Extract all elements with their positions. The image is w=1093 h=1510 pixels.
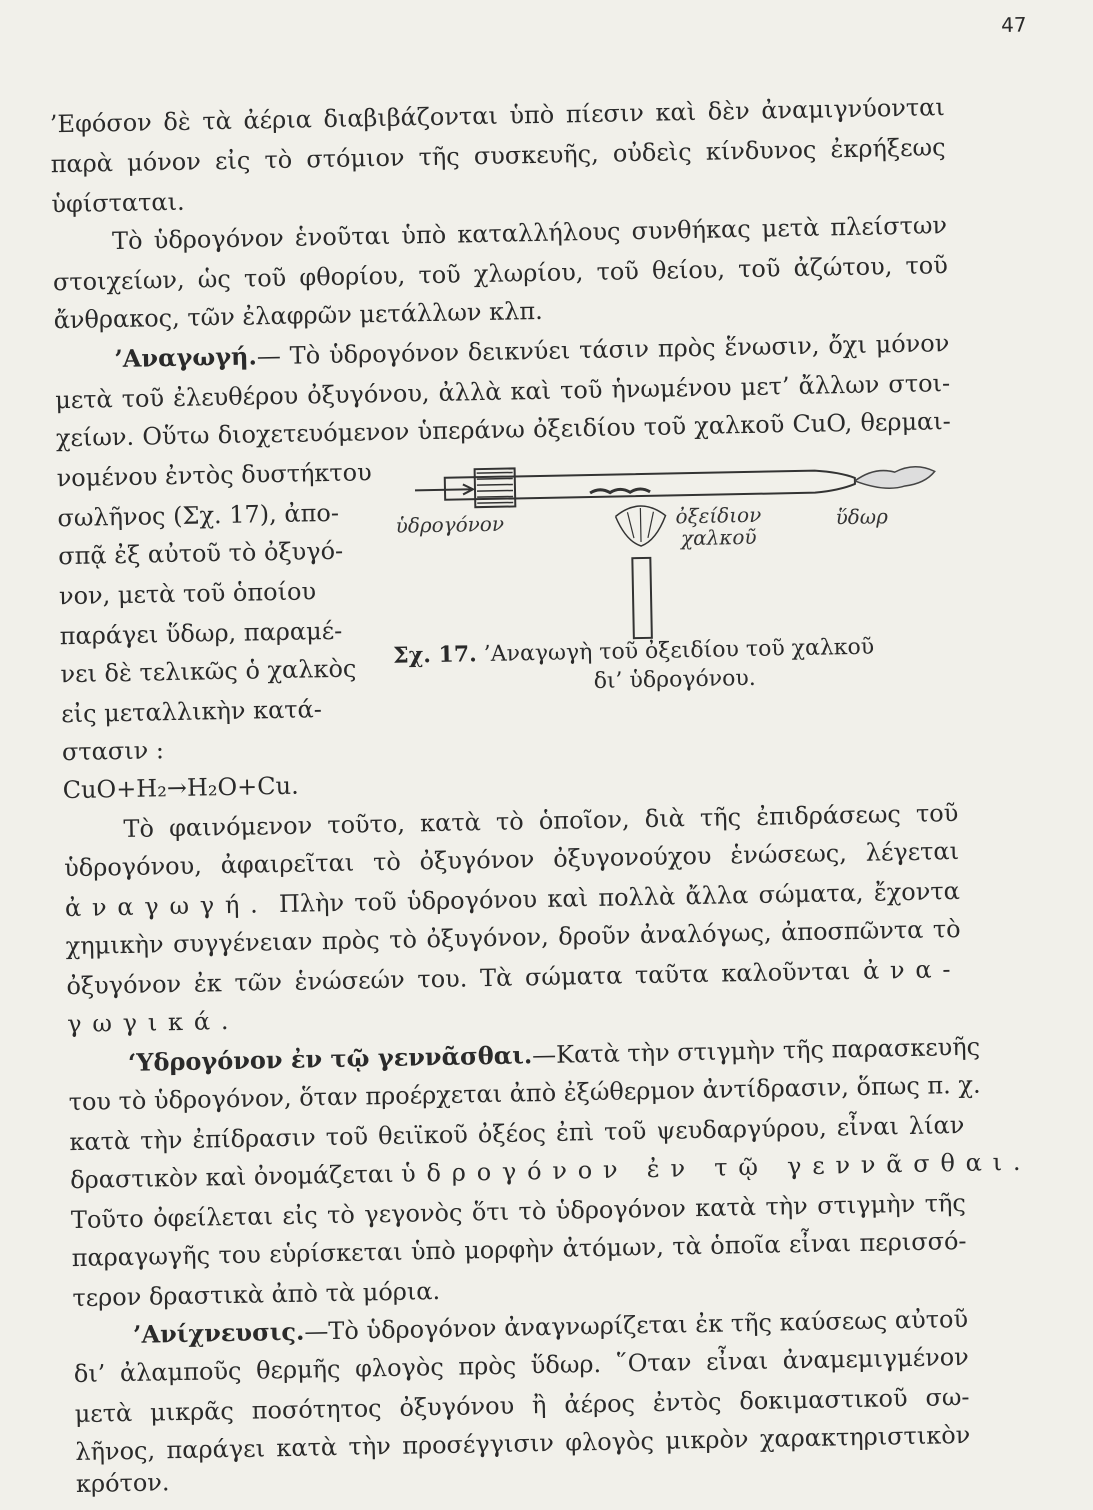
stopper [475, 468, 516, 507]
text-line: στοιχείων, ὡς τοῦ φθορίου, τοῦ χλωρίου, τοῦ θείου, τοῦ ἀζώτου, τοῦ [52, 251, 949, 297]
spaced-term: ἀναγωγή. [64, 890, 269, 923]
spaced-term: ἀνα- [862, 954, 962, 985]
label-copper: χαλκοῦ [680, 524, 757, 551]
text-line: λῆνος, παράγει κατὰ τὴν προσέγγισιν φλογὸς μικρὸν χαρακτηριστικὸν [75, 1420, 971, 1467]
section-reduction-first-line [54, 328, 949, 375]
text-line: ’Εφόσον δὲ τὰ ἀέρια διαβιβάζονται ὑπὸ πίεσιν καὶ δὲν ἀναμιγνύονται [49, 93, 946, 139]
text-line: σπᾷ ἐξ αὐτοῦ τὸ ὀξυγό- [57, 536, 344, 571]
label-water: ὕδωρ [835, 504, 889, 530]
text-line: παρὰ μόνον εἰς τὸ στόμιον τῆς συσκευῆς, οὐδεὶς κίνδυνος ἐκρήξεως [50, 133, 946, 179]
text-line: δι’ ἀλαμποῦς θερμῆς φλογὸς πρὸς ὕδωρ. ῞Οταν εἶναι ἀναμεμιγμένον [73, 1342, 969, 1389]
text-line: του τὸ ὑδρογόνον, ὅταν προέρχεται ἀπὸ ἐξώθερμον ἀντίδρασιν, ὅπως π. χ. [68, 1070, 981, 1117]
section-heading-reduction: ’Αναγωγή. [114, 341, 258, 374]
text-span: Πλὴν τοῦ ὑδρογόνου καὶ πολλὰ ἄλλα σώματα, ἔχοντα [278, 876, 961, 919]
text-line: χείων. Οὕτω διοχετευόμενον ὑπεράνω ὀξειδίου τοῦ χαλκοῦ CuO, θερμαι- [55, 407, 952, 453]
flame-lines [627, 508, 654, 542]
figure-caption-label: Σχ. 17. [392, 641, 478, 669]
text-line: εἰς μεταλλικὴν κατά- [60, 695, 323, 729]
text-span: — Τὸ ὑδρογόνον δεικνύει τάσιν πρὸς ἕνωσιν, ὄχι μόνον [256, 329, 950, 371]
text-line-with-spaced-term [69, 1147, 1032, 1195]
figure-reduction-apparatus [384, 440, 958, 661]
text-span: —Τὸ ὑδρογόνον ἀναγνωρίζεται ἐκ τῆς καύσεως αὐτοῦ [304, 1304, 969, 1346]
text-line: νον, μετὰ τοῦ ὁποίου [58, 577, 317, 611]
water-vapor [855, 466, 935, 489]
text-line: μετὰ μικρᾶς ποσότητος ὀξυγόνου ἢ ἀέρος ἐντὸς δοκιμαστικοῦ σω- [74, 1382, 970, 1429]
text-span: δραστικὸν καὶ ὀνομάζεται [69, 1159, 394, 1195]
figure-caption-line2: δι’ ὑδρογόνου. [593, 665, 756, 694]
text-line: χημικὴν συγγένειαν πρὸς τὸ ὀξυγόνον, δροῦν ἀναλόγως, ἀποσπῶντα τὸ [65, 914, 961, 961]
text-line: νομένου ἐντὸς δυστήκτου [56, 458, 372, 493]
section-heading-detection: ’Ανίχνευσις. [132, 1316, 305, 1349]
text-line: παράγει ὕδωρ, παραμέ- [59, 616, 343, 651]
text-line: στασιν : [61, 736, 165, 767]
text-line: σωλῆνος (Σχ. 17), ἀπο- [57, 498, 340, 533]
text-line: Τὸ ὑδρογόνον ἑνοῦται ὑπὸ καταλλήλους συνθήκας μετὰ πλείστων [111, 211, 948, 256]
text-line: Τοῦτο ὀφείλεται εἰς τὸ γεγονὸς ὅτι τὸ ὑδρογόνον κατὰ τὴν στιγμὴν τῆς [70, 1188, 967, 1235]
spaced-term: γωγικά. [66, 1006, 240, 1039]
copper-oxide-sample [590, 489, 650, 493]
chemical-formula: CuO+H₂→H₂O+Cu. [62, 771, 299, 805]
label-copper-oxide: ὀξείδιον [675, 502, 762, 529]
text-line: κατὰ τὴν ἐπίδρασιν τοῦ θειϊκοῦ ὀξέος ἐπὶ τοῦ ψευδαργύρου, εἶναι λίαν [69, 1110, 965, 1157]
text-span: ὀξυγόνον ἐκ τῶν ἑνώσεών του. Τὰ σώματα ταῦτα καλοῦνται [66, 957, 851, 1001]
text-line: Τὸ φαινόμενον τοῦτο, κατὰ τὸ ὁποῖον, διὰ τῆς ἐπιδράσεως τοῦ [123, 798, 959, 844]
text-span: —Κατὰ τὴν στιγμὴν τῆς παρασκευῆς [531, 1032, 981, 1070]
text-line: ὑδρογόνου, ἀφαιρεῖται τὸ ὀξυγόνον ὀξυγονούχου ἑνώσεως, λέγεται [63, 836, 960, 883]
text-line: νει δὲ τελικῶς ὁ χαλκὸς [60, 654, 357, 689]
burner [632, 558, 652, 638]
section-heading-nascent: ‘Υδρογόνον ἐν τῷ γεννᾶσθαι. [127, 1040, 533, 1077]
text-line: μετὰ τοῦ ἐλευθέρου ὀξυγόνου, ἀλλὰ καὶ τοῦ ἡνωμένου μετ’ ἄλλων στοι- [54, 369, 951, 415]
text-line: παραγωγῆς του εὑρίσκεται ὑπὸ μορφὴν ἀτόμων, τὰ ὁποῖα εἶναι περισσό- [71, 1226, 967, 1273]
text-line: κρότον. [75, 1468, 170, 1499]
figure-caption-text: ’Αναγωγὴ τοῦ ὀξειδίου τοῦ χαλκοῦ [483, 634, 875, 668]
spaced-term: ὑδρογόνον ἐν τῷ γεννᾶσθαι. [400, 1147, 1032, 1188]
text-line: τερον δραστικὰ ἀπὸ τὰ μόρια. [72, 1277, 441, 1313]
text-line: ὑφίσταται. [51, 187, 185, 219]
page-number: 47 [1000, 12, 1027, 38]
label-hydrogen: ὑδρογόνον [395, 511, 505, 538]
text-line: ἄνθρακος, τῶν ἐλαφρῶν μετάλλων κλπ. [53, 296, 543, 335]
